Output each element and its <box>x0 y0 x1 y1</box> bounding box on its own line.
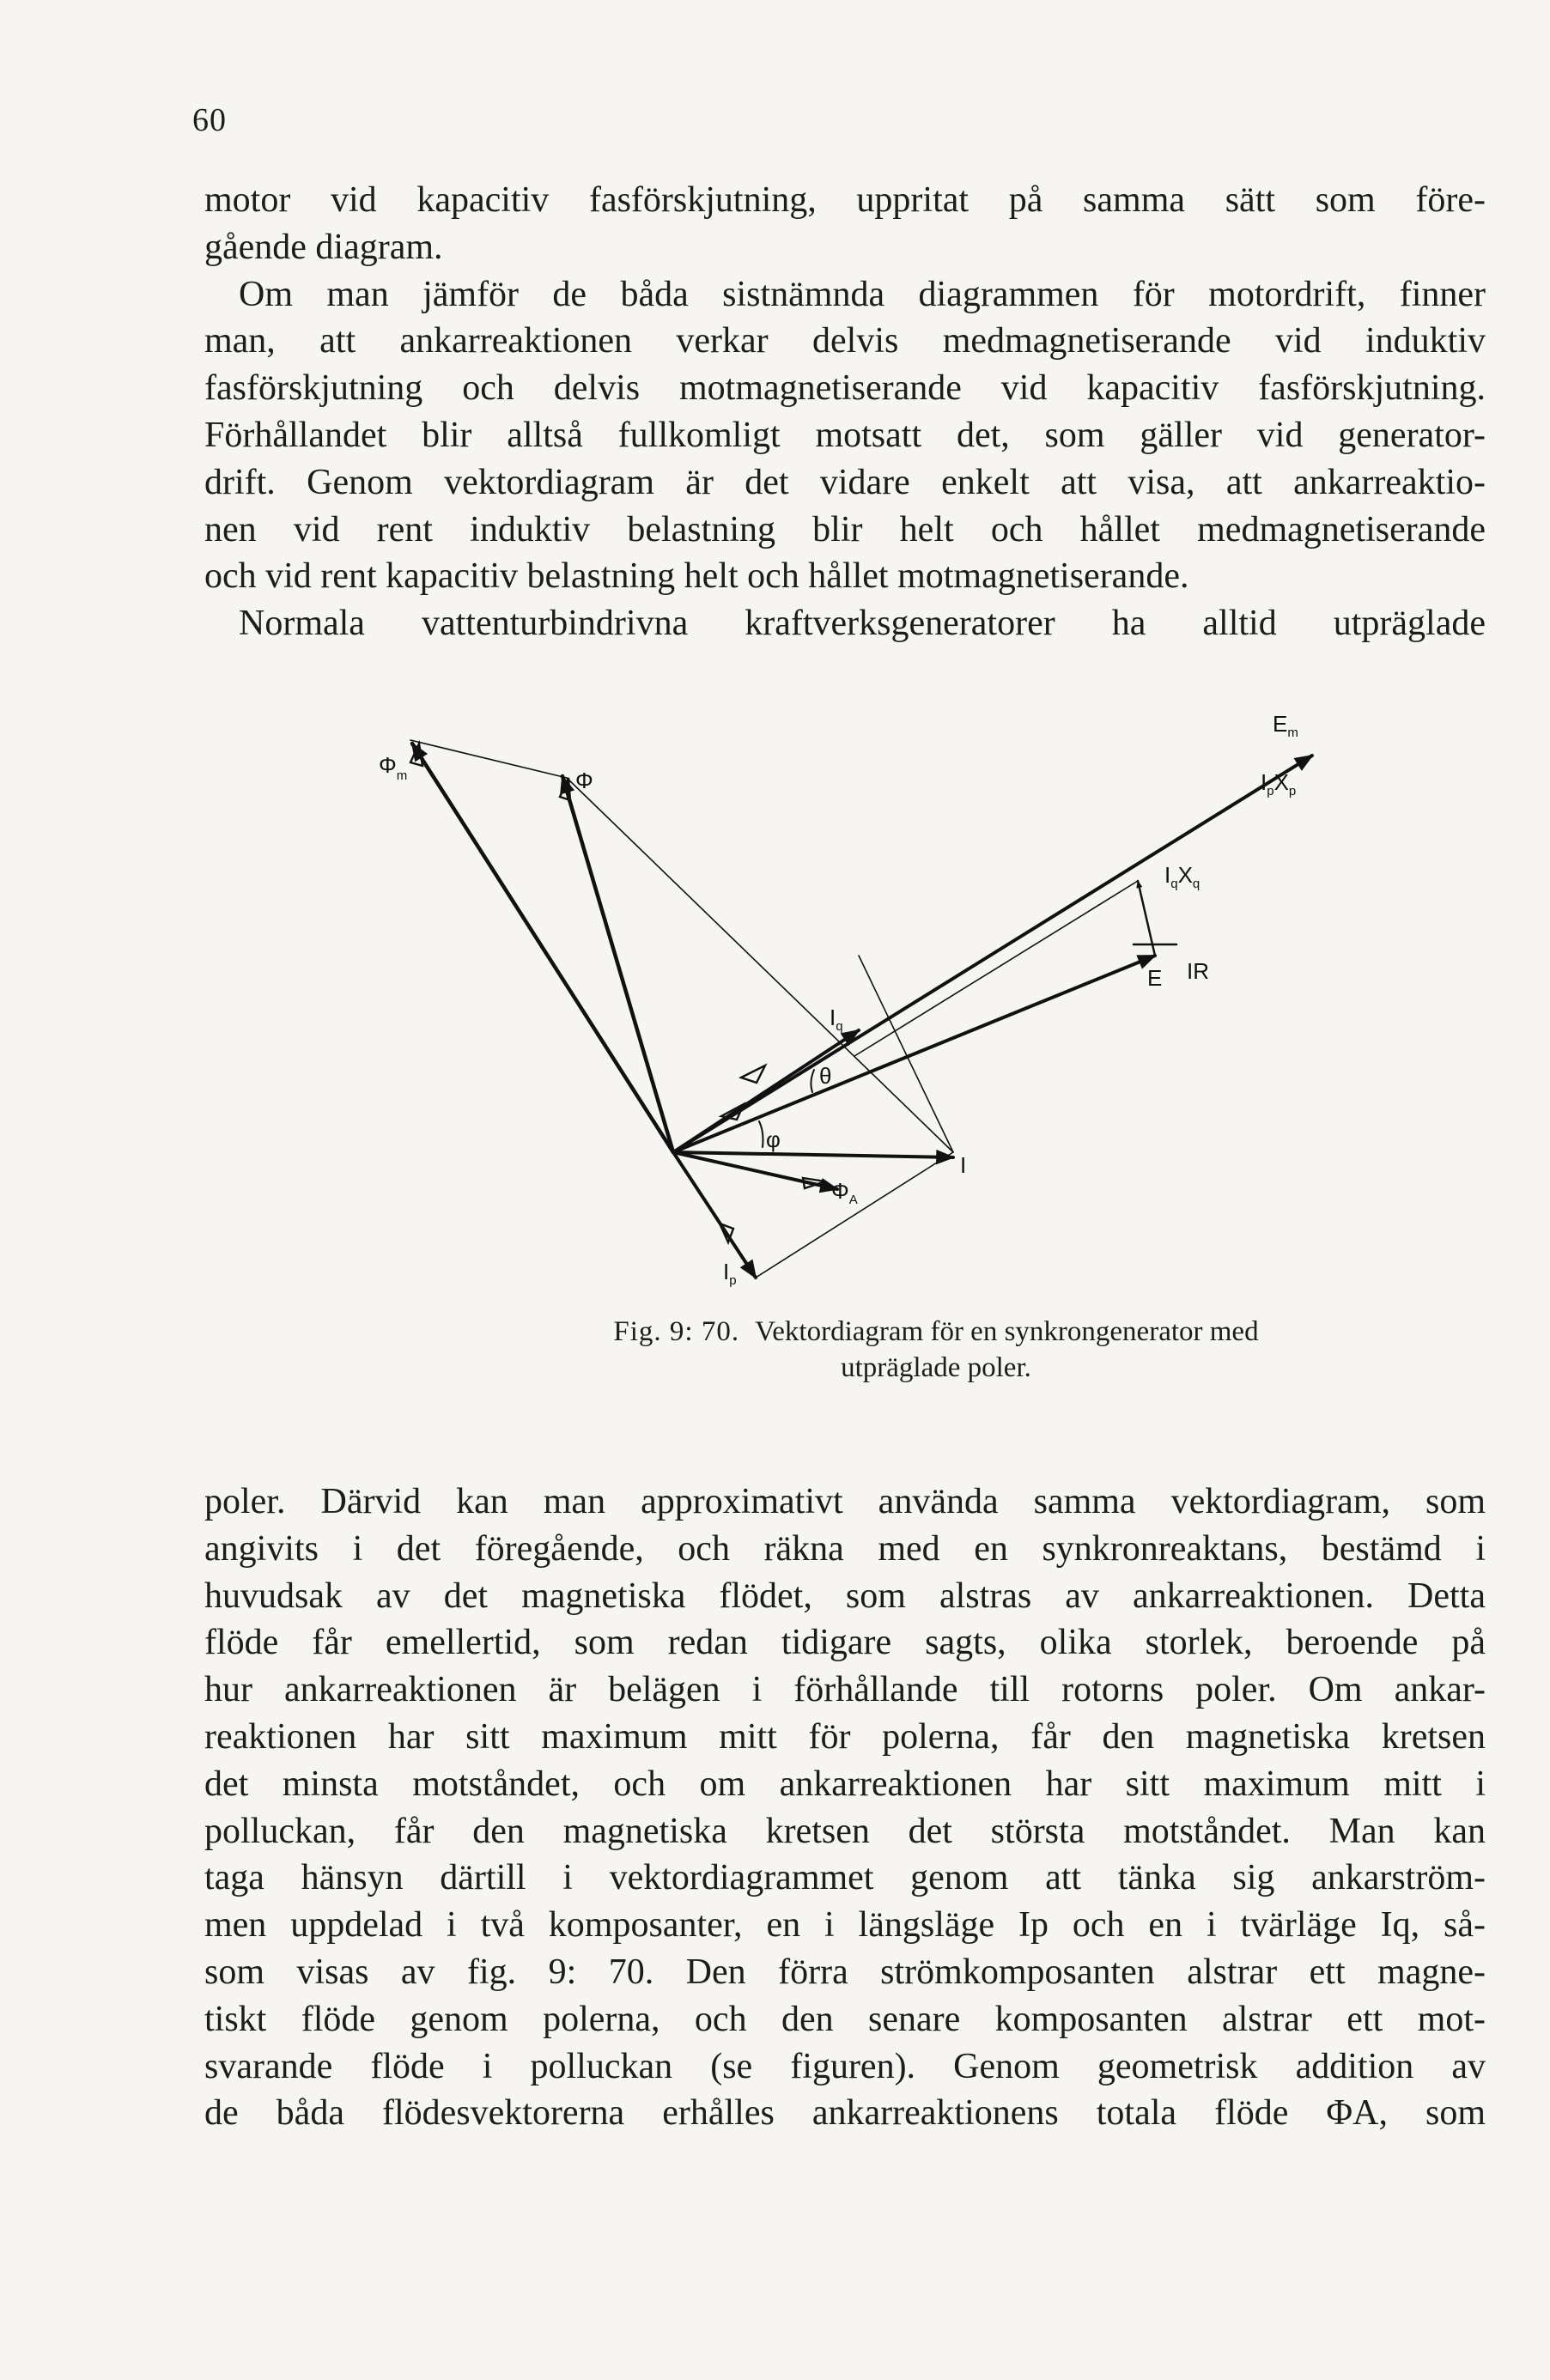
phi-arc <box>759 1121 763 1147</box>
iq-vector <box>673 1030 859 1152</box>
text-line: svarande flöde i polluckan (se figuren). Genom geometrisk addition av <box>204 2046 1486 2086</box>
construction-line <box>410 740 567 778</box>
text-line: det minsta motståndet, och om ankarreaktionen har sitt maximum mitt i <box>204 1764 1486 1804</box>
label-theta: θ <box>819 1063 832 1089</box>
phi-a-vector <box>673 1152 837 1189</box>
label-phi-angle: φ <box>766 1126 781 1152</box>
label-ip: $I_p$ <box>723 1259 737 1288</box>
label-phi-a: $\Phi_A$ <box>831 1178 858 1207</box>
flux-marker <box>720 1223 733 1242</box>
iqxq-vector <box>1138 881 1155 956</box>
ip-vector <box>673 1152 756 1278</box>
text-line: motor vid kapacitiv fasförskjutning, uppritat på samma sätt som före- <box>204 180 1486 220</box>
theta-arc <box>811 1070 814 1092</box>
phi-m-vector <box>412 744 673 1152</box>
text-line: Normala vattenturbindrivna kraftverksgeneratorer ha alltid utpräglade <box>239 604 1486 644</box>
label-phi-m: $\Phi_m$ <box>379 752 408 783</box>
label-e: E <box>1147 965 1163 991</box>
em-vector <box>673 756 1312 1152</box>
text-line: hur ankarreaktionen är belägen i förhållande till rotorns poler. Om ankar- <box>204 1670 1486 1710</box>
flux-marker <box>560 778 570 800</box>
label-ipxp: $I_pX_p$ <box>1261 769 1297 798</box>
text-line: huvudsak av det magnetiska flödet, som alstras av ankarreaktionen. Detta <box>204 1576 1486 1616</box>
construction-line <box>756 1152 953 1278</box>
i-vector <box>673 1152 953 1157</box>
construction-line <box>854 881 1138 1056</box>
text-line: men uppdelad i två komposanter, en i längsläge Ip och en i tvärläge Iq, så- <box>204 1905 1486 1946</box>
text-line: de båda flödesvektorerna erhålles ankarreaktionens totala flöde ΦA, som <box>204 2093 1486 2134</box>
label-ir: IR <box>1187 958 1209 984</box>
label-iqxq: $I_qX_q$ <box>1164 862 1200 891</box>
flux-marker <box>803 1178 825 1188</box>
text-line: flöde får emellertid, som redan tidigare sagts, olika storlek, beroende på <box>204 1623 1486 1663</box>
flux-marker <box>721 1104 744 1120</box>
text-line: fasförskjutning och delvis motmagnetiserande vid kapacitiv fasförskjutning. <box>204 368 1486 409</box>
text-line: Om man jämför de båda sistnämnda diagrammen för motordrift, finner <box>239 274 1486 314</box>
page-number: 60 <box>192 102 227 138</box>
body-text-bottom <box>204 1478 1486 2137</box>
label-i: I <box>960 1152 967 1178</box>
text-line: nen vid rent induktiv belastning blir helt och hållet medmagnetiserande <box>204 509 1486 549</box>
flux-marker <box>410 744 422 766</box>
label-em: $E_m$ <box>1273 711 1298 740</box>
text-line: gående diagram. <box>204 227 443 267</box>
text-line: taga hänsyn därtill i vektordiagrammet genom att tänka sig ankarström- <box>204 1858 1486 1898</box>
text-line: reaktionen har sitt maximum mitt för polerna, får den magnetiska kretsen <box>204 1716 1486 1757</box>
text-line: angivits i det föregående, och räkna med en synkronreaktans, bestämd i <box>204 1528 1486 1569</box>
caption-line: utpräglade poler. <box>841 1352 1031 1383</box>
label-phi: Φ <box>575 768 593 793</box>
flux-marker <box>741 1066 765 1083</box>
text-line: tiskt flöde genom polerna, och den senare komposanten alstrar ett mot- <box>204 1999 1486 2039</box>
figure-caption <box>593 1314 1280 1386</box>
phi-vector <box>562 776 673 1152</box>
text-line: polluckan, får den magnetiska kretsen det största motståndet. Man kan <box>204 1811 1486 1851</box>
text-line: Förhållandet blir alltså fullkomligt motsatt det, som gäller vid generator- <box>204 415 1486 455</box>
text-line: och vid rent kapacitiv belastning helt och hållet motmagnetiserande. <box>204 556 1189 597</box>
body-text-top <box>204 177 1486 647</box>
caption-line: Vektordiagram för en synkrongenerator med <box>755 1316 1259 1347</box>
text-line: poler. Därvid kan man approximativt använda samma vektordiagram, som <box>204 1482 1486 1521</box>
label-iq: $I_q$ <box>830 1005 843 1034</box>
figure-number: Fig. 9: 70. <box>613 1316 740 1347</box>
construction-line <box>859 956 953 1152</box>
e-vector <box>673 956 1155 1152</box>
text-line: drift. Genom vektordiagram är det vidare enkelt att visa, att ankarreaktio- <box>204 462 1486 502</box>
text-line: man, att ankarreaktionen verkar delvis medmagnetiserande vid induktiv <box>204 321 1486 361</box>
construction-line <box>567 778 953 1152</box>
text-line: som visas av fig. 9: 70. Den förra strömkomposanten alstrar ett magne- <box>204 1952 1486 1992</box>
